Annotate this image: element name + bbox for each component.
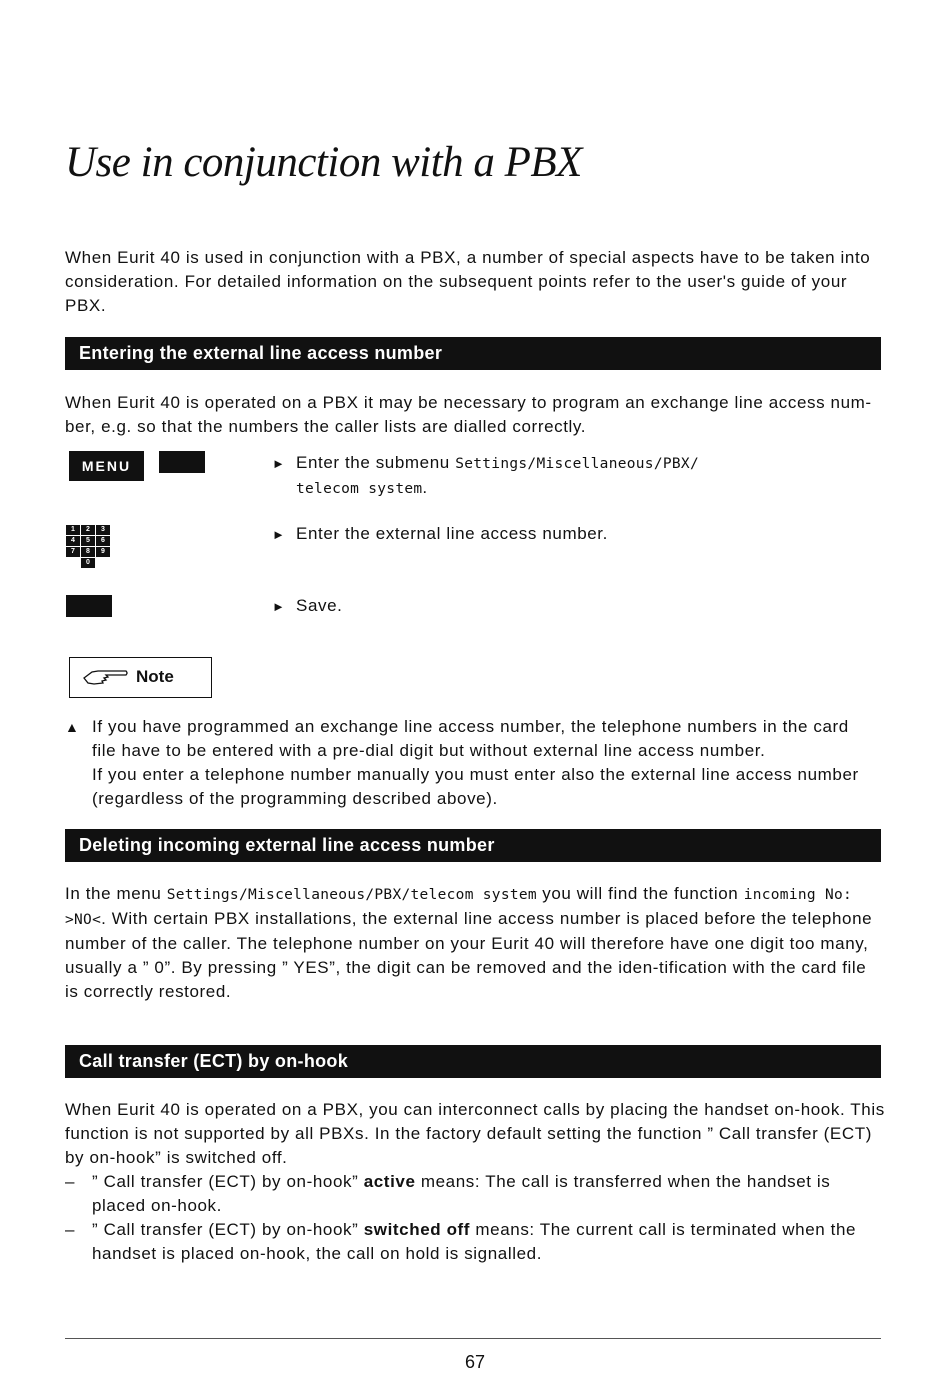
section-heading-call-transfer: Call transfer (ECT) by on-hook [65,1045,881,1078]
note-line: file have to be entered with a pre-dial digit but without external line access number. [92,741,766,760]
section-heading-deleting: Deleting incoming external line access number [65,829,881,862]
keypad-key: 3 [96,525,110,535]
dash-bullet: – [65,1220,76,1239]
dash-bullet: – [65,1172,76,1191]
keypad-key: 5 [81,536,95,546]
keypad-key: 2 [81,525,95,535]
step1-path-b: telecom system [296,481,423,497]
page-title: Use in conjunction with a PBX [65,139,582,186]
page-number: 67 [464,1352,486,1372]
menu-key-icon: MENU [69,451,144,481]
arrow-icon: ► [272,456,286,471]
item2-post: means: The current call is terminated when the handset is placed on-hook, the call on hold is signalled. [92,1220,857,1263]
arrow-icon: ► [272,527,286,542]
section2-pre: In the menu [65,884,162,903]
note-label: Note [136,667,174,686]
section-heading-entering: Entering the external line access number [65,337,881,370]
section3-body: When Eurit 40 is operated on a PBX, you can interconnect calls by placing the handset on-hook. This function is not supported by all PBXs. In the factory default setting the function ” Call transfer (ECT) by on-hook” is switched off. [65,1100,885,1167]
save-softkey-icon [66,595,112,617]
step1-prefix: Enter the submenu [296,453,450,472]
keypad-key: 9 [96,547,110,557]
step1-suffix: . [422,478,428,497]
keypad-icon [66,525,114,569]
step1-path-a: Settings/Miscellaneous/PBX/ [455,456,699,472]
step-save [272,594,872,619]
note-paragraph [65,715,885,811]
item1-post: means: The call is transferred when the handset is placed on-hook. [92,1172,831,1215]
section1-body: When Eurit 40 is operated on a PBX it may be necessary to program an exchange line access num-ber, e.g. so that the numbers the caller lists are dialled correctly. [65,393,872,436]
item1-bold: active [363,1172,416,1191]
note-line: (regardless of the programming described above). [92,789,498,808]
keypad-key: 6 [96,536,110,546]
section2-function: incoming No: >NO< [65,887,853,928]
triangle-bullet-icon: ▲ [65,719,80,735]
keypad-key: 4 [66,536,80,546]
section2-menu-path: Settings/Miscellaneous/PBX/telecom system [166,887,537,903]
arrow-icon: ► [272,599,286,614]
section2-rest: . With certain PBX installations, the external line access number is placed before the telephone number of the caller. The telephone number on your Eurit 40 will therefore have one digit too many, usually a ” 0”. By pressing ” YES”, the digit can be removed and the iden-tification with the card file is correctly restored. [65,909,873,1001]
note-box [69,657,212,698]
item1-pre: ” Call transfer (ECT) by on-hook” [92,1172,359,1191]
keypad-key: 8 [81,547,95,557]
footer-divider [65,1338,881,1339]
list-item [65,1218,885,1266]
section2-body [65,882,885,1004]
keypad-key: 1 [66,525,80,535]
keypad-key: 0 [81,558,95,568]
section2-post: you will find the function [542,884,739,903]
step-enter-submenu [272,451,872,501]
note-line: If you enter a telephone number manually you must enter also the external line access number [92,765,859,784]
step2-text: Enter the external line access number. [296,524,608,543]
step-enter-number [272,522,872,547]
intro-paragraph: When Eurit 40 is used in conjunction with a PBX, a number of special aspects have to be taken into consideration. For detailed information on the subsequent points refer to the user's guide of your PBX. [65,248,871,315]
pointing-hand-icon [82,666,128,688]
step3-text: Save. [296,596,343,615]
softkey-icon [159,451,205,473]
keypad-key: 7 [66,547,80,557]
note-line: If you have programmed an exchange line access number, the telephone numbers in the card [92,717,849,736]
item2-pre: ” Call transfer (ECT) by on-hook” [92,1220,359,1239]
list-item [65,1170,885,1218]
item2-bold: switched off [363,1220,471,1239]
